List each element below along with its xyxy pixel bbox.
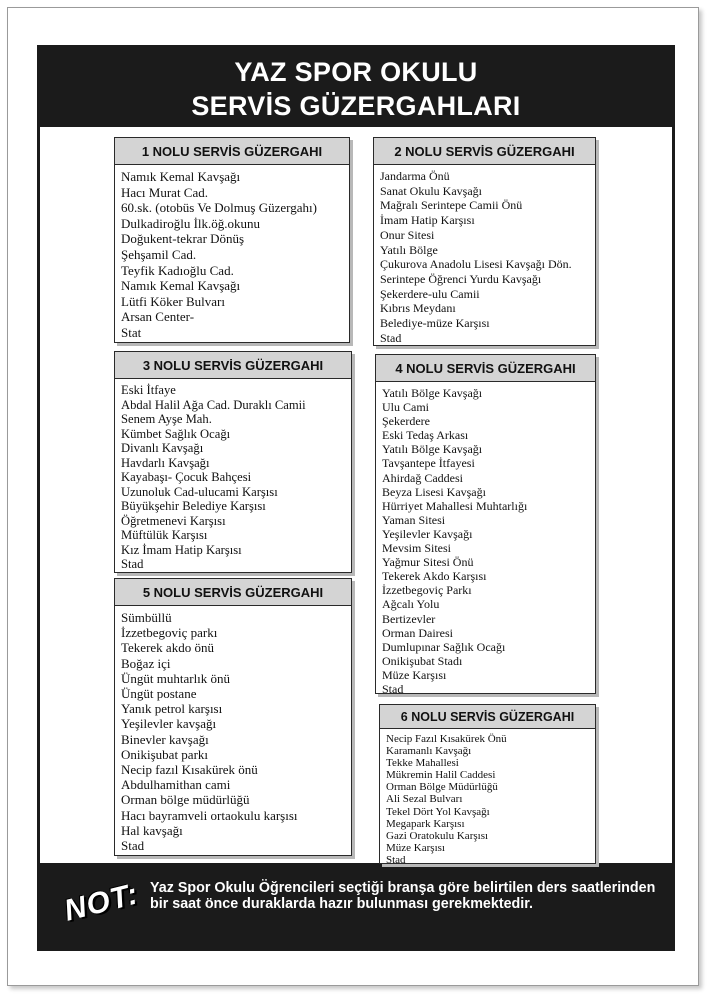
route-box-5 xyxy=(114,578,352,856)
route-stop: Mükremin Halil Caddesi xyxy=(386,769,496,782)
route-stop: Bertizevler xyxy=(382,611,436,626)
route-stop: Büyükşehir Belediye Karşısı xyxy=(121,499,266,513)
route-stop: Eski İtfaye xyxy=(121,383,176,397)
route-stop: İmam Hatip Karşısı xyxy=(380,213,475,228)
route-box-2 xyxy=(373,137,596,346)
route-stop: Hürriyet Mahallesi Muhtarlığı xyxy=(382,498,528,513)
route-stop: Teyfik Kadıoğlu Cad. xyxy=(121,262,234,278)
route-title: 5 NOLU SERVİS GÜZERGAHI xyxy=(115,579,351,606)
stop-list xyxy=(380,729,595,866)
route-stop: Stad xyxy=(121,557,144,571)
route-stop: 60.sk. (otobüs Ve Dolmuş Güzergahı) xyxy=(121,200,317,216)
route-title: 1 NOLU SERVİS GÜZERGAHI xyxy=(115,138,349,165)
route-stop: Arsan Center- xyxy=(121,309,195,325)
route-stop: Mağralı Serintepe Camii Önü xyxy=(380,198,523,213)
route-stop: Uzunoluk Cad-ulucami Karşısı xyxy=(121,484,278,499)
route-stop: Hacı Murat Cad. xyxy=(121,184,209,200)
route-stop: Megapark Karşısı xyxy=(386,817,465,830)
route-stop: Mevsim Sitesi xyxy=(382,541,452,556)
route-stop: Belediye-müze Karşısı xyxy=(380,316,490,331)
route-stop: Öğretmenevi Karşısı xyxy=(121,513,226,528)
route-stop: Tekerek Akdo Karşısı xyxy=(382,569,487,584)
route-stop: Müze Karşısı xyxy=(386,841,445,854)
route-title: 4 NOLU SERVİS GÜZERGAHI xyxy=(376,355,595,382)
poster-subtitle: SERVİS GÜZERGAHLARI xyxy=(191,91,521,121)
route-stop: Çukurova Anadolu Lisesi Kavşağı Dön. xyxy=(380,257,572,272)
route-stop: Tekel Dört Yol Kavşağı xyxy=(386,805,490,818)
route-stop: Şehşamil Cad. xyxy=(121,246,197,262)
route-stop: Şekerdere-ulu Camii xyxy=(380,286,480,301)
route-stop: Yeşilevler Kavşağı xyxy=(382,526,473,541)
route-stop: Binevler kavşağı xyxy=(121,731,209,747)
route-stop: Kayabaşı- Çocuk Bahçesi xyxy=(121,470,252,484)
stop-list xyxy=(376,382,595,696)
route-stop: Üngüt postane xyxy=(121,686,197,702)
route-stop: Stad xyxy=(121,838,145,854)
stop-list xyxy=(115,379,351,572)
route-stop: İzzetbegoviç parkı xyxy=(121,625,218,641)
route-stop: Dulkadiroğlu İlk.öğ.okunu xyxy=(121,215,261,231)
route-box-3 xyxy=(114,351,352,573)
poster-header xyxy=(37,45,675,127)
route-stop: Beyza Lisesi Kavşağı xyxy=(382,484,486,499)
route-stop: Şekerdere xyxy=(382,414,430,429)
stop-list xyxy=(374,165,595,345)
route-stop: Stad xyxy=(386,853,406,866)
route-stop: Yeşilevler kavşağı xyxy=(121,716,217,732)
route-stop: Kız İmam Hatip Karşısı xyxy=(121,542,242,557)
route-title: 6 NOLU SERVİS GÜZERGAHI xyxy=(380,705,595,729)
route-stop: Orman bölge müdürlüğü xyxy=(121,792,250,808)
route-stop: Stad xyxy=(382,681,404,696)
route-stop: Ahirdağ Caddesi xyxy=(382,470,463,485)
route-stop: Namık Kemal Kavşağı xyxy=(121,278,241,294)
note-badge: NOT: xyxy=(61,877,142,928)
route-stop: Necip fazıl Kısakürek önü xyxy=(121,762,258,778)
note-text: Yaz Spor Okulu Öğrencileri seçtiği branşa göre belirtilen ders saatlerinden bir saat önce duraklarda hazır bulunması gerekmektedir. xyxy=(150,880,656,912)
route-stop: Ulu Cami xyxy=(382,400,429,415)
stop-list xyxy=(115,606,351,853)
route-stop: Sanat Okulu Kavşağı xyxy=(380,183,482,198)
route-stop: Onikişubat parkı xyxy=(121,746,209,762)
route-stop: Havdarlı Kavşağı xyxy=(121,455,210,470)
poster-title: YAZ SPOR OKULU xyxy=(234,57,478,87)
route-stop: Orman Bölge Müdürlüğü xyxy=(386,781,498,794)
route-stop: Stat xyxy=(121,324,142,340)
route-stop: Lütfi Köker Bulvarı xyxy=(121,293,225,309)
route-stop: Boğaz içi xyxy=(121,655,171,671)
route-stop: Yatılı Bölge xyxy=(380,242,438,257)
route-stop: Hacı bayramveli ortaokulu karşısı xyxy=(121,807,298,823)
route-stop: Kıbrıs Meydanı xyxy=(380,301,456,316)
route-stop: Abdal Halil Ağa Cad. Duraklı Camii xyxy=(121,397,306,412)
route-stop: Müftülük Karşısı xyxy=(121,528,208,542)
route-stop: Yatılı Bölge Kavşağı xyxy=(382,442,483,457)
route-title: 2 NOLU SERVİS GÜZERGAHI xyxy=(374,138,595,165)
route-stop: Müze Karşısı xyxy=(382,667,447,682)
route-stop: Divanlı Kavşağı xyxy=(121,441,204,455)
route-stop: Onikişubat Stadı xyxy=(382,653,463,668)
route-stop: Kümbet Sağlık Ocağı xyxy=(121,426,231,441)
route-stop: Doğukent-tekrar Dönüş xyxy=(121,231,245,247)
route-stop: Yaman Sitesi xyxy=(382,512,446,527)
route-stop: Tekke Mahallesi xyxy=(386,757,459,770)
route-stop: Jandarma Önü xyxy=(380,169,450,183)
route-stop: Senem Ayşe Mah. xyxy=(121,412,212,426)
stop-list xyxy=(115,165,349,341)
route-stop: Yanık petrol karşısı xyxy=(121,701,223,717)
route-stop: Sümbüllü xyxy=(121,610,172,625)
route-stop: Abdulhamithan cami xyxy=(121,777,231,793)
route-stop: Serintepe Öğrenci Yurdu Kavşağı xyxy=(380,271,542,286)
route-stop: Dumlupınar Sağlık Ocağı xyxy=(382,639,506,654)
route-stop: Stad xyxy=(380,330,402,345)
route-stop: Ali Sezal Bulvarı xyxy=(386,793,463,806)
route-stop: Hal kavşağı xyxy=(121,822,183,838)
route-box-1 xyxy=(114,137,350,343)
route-stop: Necip Fazıl Kısakürek Önü xyxy=(386,733,507,745)
route-stop: Eski Tedaş Arkası xyxy=(382,428,469,443)
route-stop: Ağcalı Yolu xyxy=(382,597,440,612)
route-stop: Tavşantepe İtfayesi xyxy=(382,456,475,471)
note-section xyxy=(40,866,672,946)
route-stop: Namık Kemal Kavşağı xyxy=(121,169,241,184)
route-stop: Yağmur Sitesi Önü xyxy=(382,555,474,570)
route-stop: İzzetbegoviç Parkı xyxy=(382,583,472,598)
route-stop: Onur Sitesi xyxy=(380,227,435,242)
route-stop: Orman Dairesi xyxy=(382,625,453,640)
route-stop: Yatılı Bölge Kavşağı xyxy=(382,386,483,400)
route-stop: Karamanlı Kavşağı xyxy=(386,745,472,758)
route-stop: Tekerek akdo önü xyxy=(121,640,214,656)
route-title: 3 NOLU SERVİS GÜZERGAHI xyxy=(115,352,351,379)
route-box-4 xyxy=(375,354,596,694)
route-box-6 xyxy=(379,704,596,864)
route-stop: Üngüt muhtarlık önü xyxy=(121,670,231,686)
route-stop: Gazi Oratokulu Karşısı xyxy=(386,829,489,842)
